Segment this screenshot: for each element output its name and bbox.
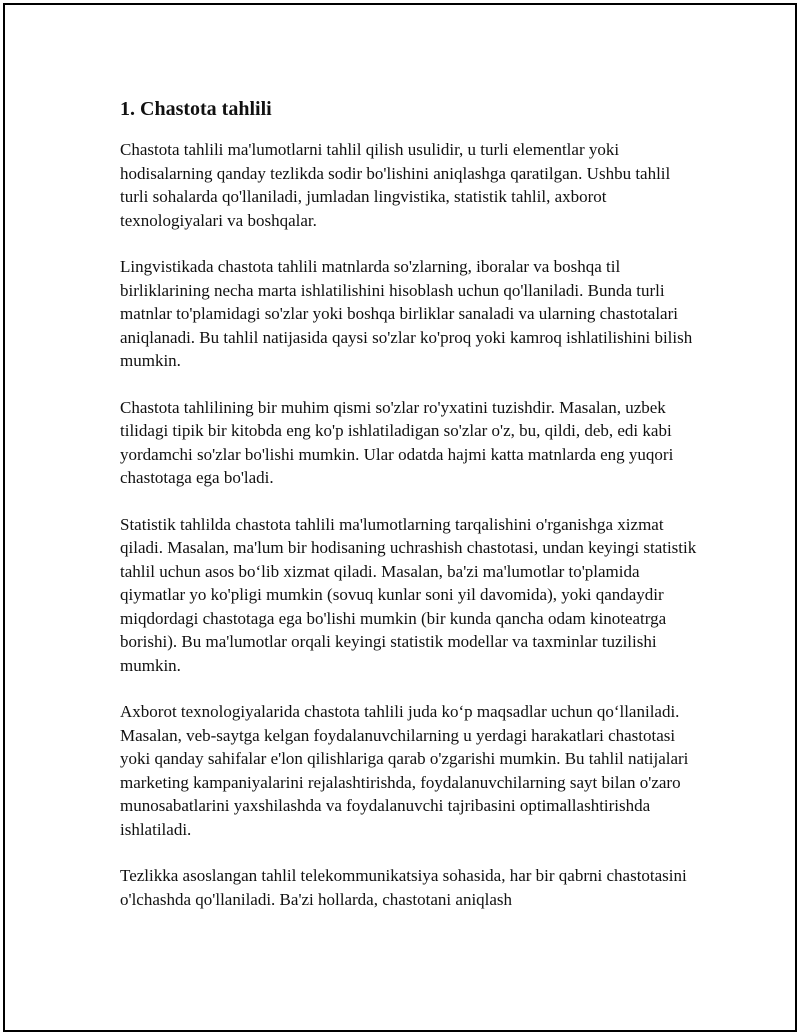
paragraph: Chastota tahlilining bir muhim qismi so'zlar ro'yxatini tuzishdir. Masalan, uzbek tilidagi tipik bir kitobda eng ko'p ishlatiladigan so'zlar o'z, bu, qildi, deb, edi kabi yordamchi so'zlar bo'lishi mumkin. Ular odatda hajmi katta matnlarda eng yuqori chastotaga ega bo'ladi.: [120, 397, 674, 487]
paragraph: Lingvistikada chastota tahlili matnlarda so'zlarning, iboralar va boshqa til birliklarining necha marta ishlatilishini hisoblash uchun qo'llaniladi. Bunda turli matnlar to'plamidagi so'zlar yoki boshqa birliklar sanaladi va ularning chastotalari aniqlanadi. Bu tahlil natijasida qaysi so'zlar ko'proq yoki kamroq ishlatilishini bilish mumkin.: [120, 257, 693, 370]
section-heading: 1. Chastota tahlili: [120, 98, 272, 120]
paragraph: Axborot texnologiyalarida chastota tahlili juda ko‘p maqsadlar uchun qo‘llaniladi. Masalan, veb-saytga kelgan foydalanuvchilarning u yerdagi harakatlari chastotasi yoki qanday sahifalar e'lon qilishlariga qarab o'zgarishi mumkin. Bu tahlil natijalari marketing kampaniyalarini rejalashtirishda, foydalanuvchilarning sayt bilan o'zaro munosabatlarini yaxshilashda va foydalanuvchi tajribasini optimallashtirishda ishlatiladi.: [120, 702, 689, 839]
paragraph: Tezlikka asoslangan tahlil telekommunikatsiya sohasida, har bir qabrni chastotasini o'lchashda qo'llaniladi. Ba'zi hollarda, chastotani aniqlash: [120, 866, 687, 909]
document-page: [3, 3, 797, 1032]
paragraph: Chastota tahlili ma'lumotlarni tahlil qilish usulidir, u turli elementlar yoki hodisalarning qanday tezlikda sodir bo'lishini aniqlashga qaratilgan. Ushbu tahlil turli sohalarda qo'llaniladi, jumladan lingvistika, statistik tahlil, axborot texnologiyalari va boshqalar.: [120, 140, 671, 230]
document-body: [120, 94, 700, 934]
paragraph: Statistik tahlilda chastota tahlili ma'lumotlarning tarqalishini o'rganishga xizmat qiladi. Masalan, ma'lum bir hodisaning uchrashish chastotasi, undan keyingi statistik tahlil uchun asos bo‘lib xizmat qiladi. Masalan, ba'zi ma'lumotlar to'plamida qiymatlar yo ko'pligi mumkin (sovuq kunlar soni yil davomida), yoki qandaydir miqdordagi chastotaga ega bo'lishi mumkin (bir kunda qancha odam kinoteatrga borishi). Bu ma'lumotlar orqali keyingi statistik modellar va taxminlar tuzilishi mumkin.: [120, 514, 697, 675]
